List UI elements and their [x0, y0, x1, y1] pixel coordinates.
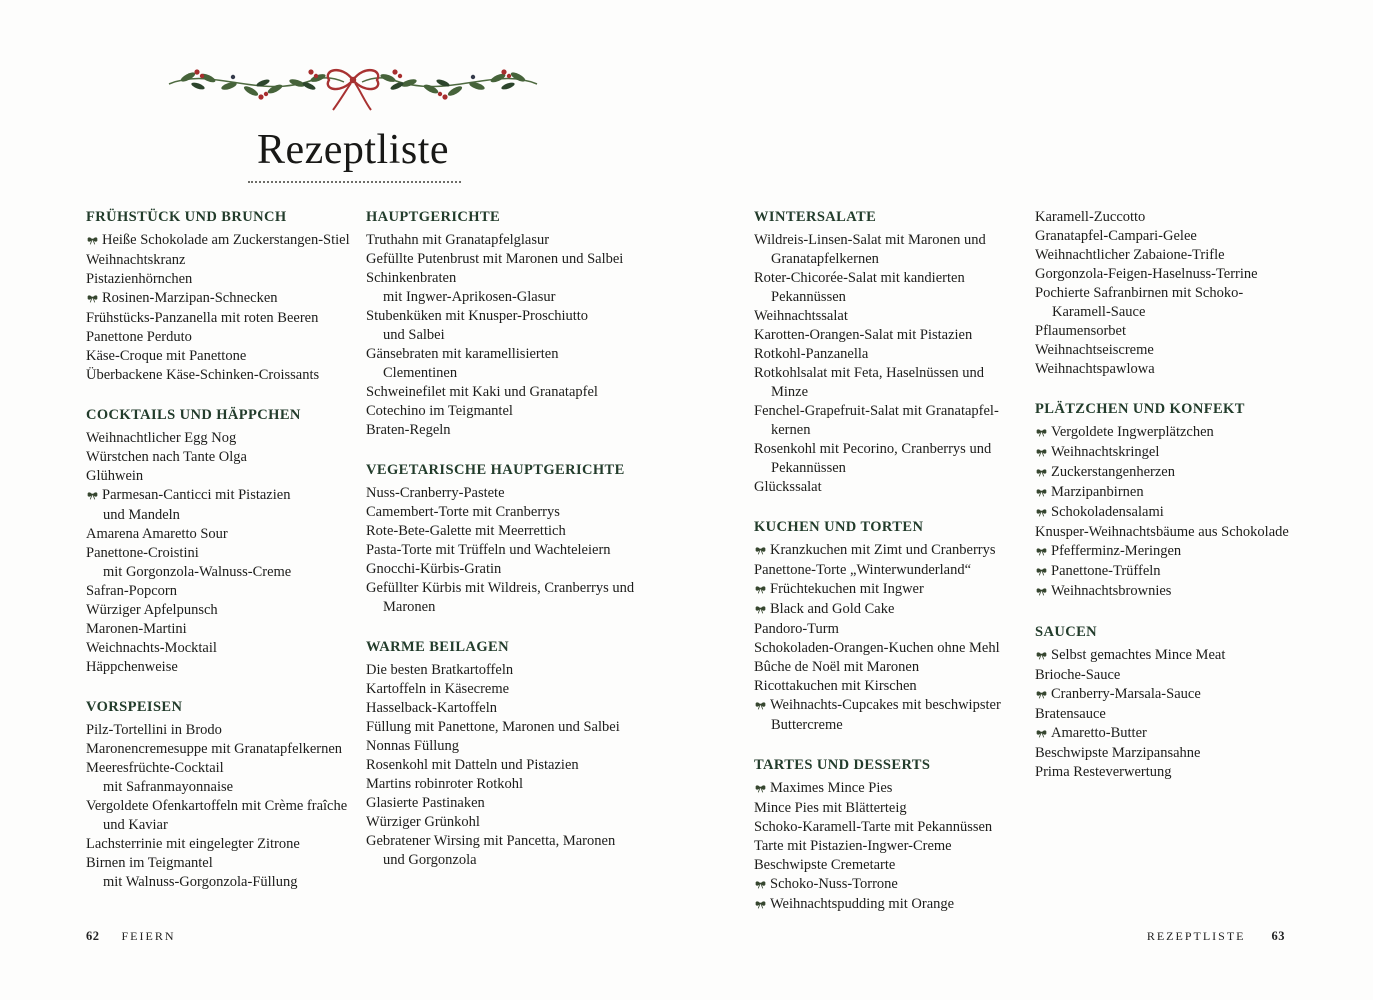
recipe-item-text: Weihnachtseiscreme — [1035, 342, 1154, 358]
recipe-item — [86, 429, 350, 448]
recipe-item — [754, 779, 1001, 799]
recipe-item-text: Schweinefilet mit Kaki und Granatapfel — [366, 384, 598, 400]
recipe-item — [366, 383, 634, 402]
recipe-item-text: Prima Resteverwertung — [1035, 764, 1172, 780]
recipe-item-text: Pandoro-Turm — [754, 621, 839, 637]
recipe-item-text: Beschwipste Cremetarte — [754, 857, 896, 873]
recipe-item-text-continued: mit Gorgonzola-Walnuss-Creme — [103, 564, 292, 580]
column-2 — [366, 208, 634, 870]
recipe-item-text: Gefüllter Kürbis mit Wildreis, Cranberrys und — [366, 580, 635, 596]
bow-icon — [86, 290, 101, 309]
recipe-item — [366, 699, 634, 718]
recipe-item-text: Häppchenweise — [86, 659, 178, 675]
recipe-item — [1035, 360, 1289, 379]
section-title: SAUCEN — [1035, 624, 1098, 640]
recipe-item-text: Überbackene Käse-Schinken-Croissants — [86, 367, 320, 383]
recipe-item — [366, 503, 634, 522]
bow-icon — [754, 896, 769, 915]
recipe-section — [366, 208, 634, 440]
recipe-item — [366, 307, 634, 345]
recipe-item-text: Karamell-Zuccotto — [1035, 209, 1146, 225]
recipe-item — [366, 345, 634, 383]
recipe-item-text: Gebratener Wirsing mit Pancetta, Maronen — [366, 833, 616, 849]
bow-icon — [1035, 543, 1050, 562]
recipe-item-text: Safran-Popcorn — [86, 583, 178, 599]
recipe-item — [1035, 483, 1289, 503]
recipe-item-text: Karotten-Orangen-Salat mit Pistazien — [754, 327, 973, 343]
recipe-item — [754, 875, 1001, 895]
recipe-item — [366, 579, 634, 617]
recipe-item — [754, 895, 1001, 915]
recipe-item — [366, 661, 634, 680]
recipe-item — [366, 794, 634, 813]
recipe-item-text: Würziger Grünkohl — [366, 814, 480, 830]
recipe-item-text: Pfefferminz-Meringen — [1051, 543, 1182, 559]
recipe-item — [366, 250, 634, 269]
recipe-item — [754, 696, 1001, 735]
recipe-section — [754, 208, 1001, 497]
recipe-item — [86, 525, 350, 544]
recipe-item — [366, 402, 634, 421]
bow-icon — [754, 542, 769, 561]
recipe-item-text: Gorgonzola-Feigen-Haselnuss-Terrine — [1035, 266, 1258, 282]
section-title: WARME BEILAGEN — [366, 639, 509, 655]
recipe-item-text: Füllung mit Panettone, Maronen und Salbei — [366, 719, 620, 735]
recipe-item-text: Früchtekuchen mit Ingwer — [770, 581, 924, 597]
recipe-item-text: Amaretto-Butter — [1051, 725, 1147, 741]
recipe-item-text: Käse-Croque mit Panettone — [86, 348, 247, 364]
recipe-item — [1035, 562, 1289, 582]
bow-icon — [754, 601, 769, 620]
recipe-item — [1035, 523, 1289, 542]
recipe-item — [1035, 246, 1289, 265]
recipe-item — [754, 402, 1001, 440]
recipe-item — [86, 639, 350, 658]
recipe-item — [86, 309, 350, 328]
recipe-section — [1035, 400, 1289, 602]
recipe-item-text: Die besten Bratkartoffeln — [366, 662, 514, 678]
recipe-item-text: Weihnachts-Cupcakes mit beschwipster — [770, 697, 1001, 713]
recipe-item-text-continued: mit Ingwer-Aprikosen-Glasur — [383, 289, 556, 305]
recipe-item-text: Ricottakuchen mit Kirschen — [754, 678, 917, 694]
recipe-item-text: Nonnas Füllung — [366, 738, 460, 754]
recipe-item-text: Black and Gold Cake — [770, 601, 895, 617]
recipe-item — [86, 854, 350, 892]
recipe-item — [1035, 463, 1289, 483]
recipe-item-text: Schokoladen-Orangen-Kuchen ohne Mehl — [754, 640, 1000, 656]
recipe-item — [754, 837, 1001, 856]
recipe-item-text: Schinkenbraten — [366, 270, 457, 286]
recipe-item-text-continued: und Kaviar — [103, 817, 168, 833]
recipe-item-text-continued: Minze — [771, 384, 809, 400]
recipe-item — [754, 620, 1001, 639]
recipe-item-text: Pflaumensorbet — [1035, 323, 1127, 339]
recipe-item — [1035, 744, 1289, 763]
recipe-item-text: Birnen im Teigmantel — [86, 855, 213, 871]
recipe-item — [86, 270, 350, 289]
section-title: FRÜHSTÜCK UND BRUNCH — [86, 209, 287, 225]
recipe-item-text: Rotkohlsalat mit Feta, Haselnüssen und — [754, 365, 984, 381]
recipe-item — [1035, 265, 1289, 284]
recipe-section — [86, 208, 350, 385]
recipe-item-text-continued: Buttercreme — [771, 717, 843, 733]
recipe-item — [86, 486, 350, 525]
recipe-item — [1035, 542, 1289, 562]
recipe-item-text: Bûche de Noël mit Maronen — [754, 659, 920, 675]
recipe-item-text: Pochierte Safranbirnen mit Schoko- — [1035, 285, 1244, 301]
recipe-item-text: Weihnachtsbrownies — [1051, 583, 1172, 599]
recipe-section — [1035, 208, 1289, 379]
recipe-section — [86, 406, 350, 677]
recipe-item — [86, 448, 350, 467]
dotted-divider — [248, 181, 461, 183]
recipe-item-text: Weihnachtskranz — [86, 252, 186, 268]
footer-right — [1147, 929, 1285, 944]
bow-icon — [754, 581, 769, 600]
recipe-item — [366, 541, 634, 560]
recipe-item — [86, 759, 350, 797]
recipe-item — [754, 658, 1001, 677]
recipe-item-text: Parmesan-Canticci mit Pistazien — [102, 487, 291, 503]
section-title: VORSPEISEN — [86, 699, 183, 715]
recipe-item-text-continued: und Mandeln — [103, 507, 180, 523]
recipe-item-text: Weihnachtssalat — [754, 308, 848, 324]
recipe-item-text: Rotkohl-Panzanella — [754, 346, 869, 362]
recipe-item — [754, 269, 1001, 307]
page-number-right: 63 — [1271, 929, 1285, 943]
recipe-item-text: Schoko-Nuss-Torrone — [770, 876, 898, 892]
footer-left — [86, 929, 176, 944]
bow-icon — [1035, 444, 1050, 463]
recipe-item-text: Glückssalat — [754, 479, 822, 495]
recipe-section — [366, 461, 634, 617]
recipe-item — [754, 231, 1001, 269]
recipe-item — [86, 620, 350, 639]
recipe-item-text: Weihnachtspudding mit Orange — [770, 896, 955, 912]
recipe-item — [1035, 443, 1289, 463]
recipe-item-text: Zuckerstangenherzen — [1051, 464, 1175, 480]
bow-icon — [86, 487, 101, 506]
recipe-item — [1035, 341, 1289, 360]
recipe-item — [366, 484, 634, 503]
recipe-item — [754, 307, 1001, 326]
recipe-item — [366, 832, 634, 870]
recipe-item-text: Camembert-Torte mit Cranberrys — [366, 504, 560, 520]
recipe-item — [754, 541, 1001, 561]
recipe-section — [366, 638, 634, 870]
recipe-item-text: Gefüllte Putenbrust mit Maronen und Salbei — [366, 251, 624, 267]
recipe-item — [366, 756, 634, 775]
recipe-item — [754, 799, 1001, 818]
recipe-item — [366, 737, 634, 756]
recipe-item-text: Brioche-Sauce — [1035, 667, 1121, 683]
recipe-item-text: Schoko-Karamell-Tarte mit Pekannüssen — [754, 819, 993, 835]
section-title: TARTES UND DESSERTS — [754, 757, 931, 773]
recipe-item — [1035, 322, 1289, 341]
recipe-item — [366, 680, 634, 699]
recipe-section — [86, 698, 350, 892]
recipe-item — [86, 251, 350, 270]
recipe-item — [86, 835, 350, 854]
recipe-item — [366, 421, 634, 440]
recipe-item — [366, 813, 634, 832]
recipe-item-text: Panettone-Trüffeln — [1051, 563, 1161, 579]
recipe-item-text: Marzipanbirnen — [1051, 484, 1144, 500]
recipe-item-text: Rosenkohl mit Datteln und Pistazien — [366, 757, 579, 773]
recipe-item — [86, 582, 350, 601]
recipe-item-text: Wildreis-Linsen-Salat mit Maronen und — [754, 232, 986, 248]
recipe-item-text: Vergoldete Ofenkartoffeln mit Crème fraîche — [86, 798, 348, 814]
recipe-item-text: Cotechino im Teigmantel — [366, 403, 513, 419]
recipe-item — [754, 561, 1001, 580]
recipe-item — [1035, 582, 1289, 602]
recipe-item — [1035, 666, 1289, 685]
recipe-item-text: Weihnachtskringel — [1051, 444, 1160, 460]
recipe-item — [1035, 503, 1289, 523]
recipe-item — [1035, 208, 1289, 227]
bow-icon — [754, 780, 769, 799]
recipe-item — [366, 560, 634, 579]
recipe-item — [1035, 685, 1289, 705]
recipe-item-text-continued: Granatapfelkernen — [771, 251, 879, 267]
bow-icon — [1035, 583, 1050, 602]
recipe-item-text: Nuss-Cranberry-Pastete — [366, 485, 505, 501]
recipe-item — [754, 478, 1001, 497]
recipe-item-text: Martins robinroter Rotkohl — [366, 776, 524, 792]
recipe-item — [754, 345, 1001, 364]
bow-icon — [1035, 647, 1050, 666]
recipe-section — [1035, 623, 1289, 782]
recipe-item-text-continued: Karamell-Sauce — [1052, 304, 1146, 320]
recipe-item — [86, 658, 350, 677]
bow-icon — [1035, 563, 1050, 582]
recipe-item-text: Cranberry-Marsala-Sauce — [1051, 686, 1201, 702]
recipe-item — [754, 677, 1001, 696]
recipe-item-text: Rosenkohl mit Pecorino, Cranberrys und — [754, 441, 992, 457]
recipe-item-text: Truthahn mit Granatapfelglasur — [366, 232, 550, 248]
recipe-item — [86, 467, 350, 486]
recipe-item — [366, 775, 634, 794]
recipe-item-text: Pasta-Torte mit Trüffeln und Wachteleiern — [366, 542, 611, 558]
bow-icon — [754, 697, 769, 716]
recipe-item-text-continued: und Salbei — [383, 327, 445, 343]
recipe-item-text: Stubenküken mit Knusper-Proschiutto — [366, 308, 589, 324]
recipe-item — [1035, 705, 1289, 724]
recipe-section — [754, 518, 1001, 735]
recipe-item — [1035, 763, 1289, 782]
recipe-item — [1035, 646, 1289, 666]
bow-icon — [1035, 464, 1050, 483]
recipe-item — [366, 269, 634, 307]
bow-icon — [1035, 504, 1050, 523]
bow-icon — [1035, 686, 1050, 705]
recipe-item — [754, 364, 1001, 402]
recipe-item — [754, 600, 1001, 620]
recipe-item-text: Hasselback-Kartoffeln — [366, 700, 497, 716]
recipe-item-text: Beschwipste Marzipansahne — [1035, 745, 1201, 761]
bow-icon — [754, 876, 769, 895]
section-title: PLÄTZCHEN UND KONFEKT — [1035, 401, 1245, 417]
recipe-item — [86, 366, 350, 385]
recipe-item-text: Roter-Chicorée-Salat mit kandierten — [754, 270, 965, 286]
recipe-item-text: Würstchen nach Tante Olga — [86, 449, 247, 465]
recipe-item — [754, 639, 1001, 658]
column-1 — [86, 208, 350, 892]
recipe-item-text: Knusper-Weihnachtsbäume aus Schokolade — [1035, 524, 1289, 540]
recipe-item-text: Granatapfel-Campari-Gelee — [1035, 228, 1197, 244]
recipe-item-text-continued: Pekannüssen — [771, 289, 846, 305]
recipe-item-text: Weihnachtlicher Zabaione-Trifle — [1035, 247, 1225, 263]
recipe-item — [86, 347, 350, 366]
recipe-item — [366, 718, 634, 737]
recipe-item-text: Glasierte Pastinaken — [366, 795, 485, 811]
recipe-item-text: Schokoladensalami — [1051, 504, 1164, 520]
recipe-item-text: Würziger Apfelpunsch — [86, 602, 218, 618]
recipe-item — [86, 231, 350, 251]
recipe-item-text: Tarte mit Pistazien-Ingwer-Creme — [754, 838, 952, 854]
recipe-item-text-continued: Maronen — [383, 599, 436, 615]
section-title: COCKTAILS UND HÄPPCHEN — [86, 407, 301, 423]
recipe-item-text: Meeresfrüchte-Cocktail — [86, 760, 224, 776]
recipe-item-text: Lachsterrinie mit eingelegter Zitrone — [86, 836, 300, 852]
section-title: VEGETARISCHE HAUPTGERICHTE — [366, 462, 625, 478]
recipe-item-text-continued: mit Safranmayonnaise — [103, 779, 234, 795]
recipe-item — [754, 856, 1001, 875]
section-title: WINTERSALATE — [754, 209, 877, 225]
recipe-item-text: Pistazienhörnchen — [86, 271, 193, 287]
recipe-item-text: Maximes Mince Pies — [770, 780, 893, 796]
recipe-item-text: Heiße Schokolade am Zuckerstangen-Stiel — [102, 232, 350, 248]
recipe-item — [754, 440, 1001, 478]
recipe-item — [86, 328, 350, 347]
recipe-item-text: Panettone Perduto — [86, 329, 192, 345]
recipe-item-text: Frühstücks-Panzanella mit roten Beeren — [86, 310, 319, 326]
recipe-item-text: Weihnachtlicher Egg Nog — [86, 430, 237, 446]
recipe-item-text: Glühwein — [86, 468, 144, 484]
section-title: KUCHEN UND TORTEN — [754, 519, 924, 535]
recipe-item-text-continued: mit Walnuss-Gorgonzola-Füllung — [103, 874, 298, 890]
recipe-item-text: Pilz-Tortellini in Brodo — [86, 722, 222, 738]
recipe-item — [86, 721, 350, 740]
recipe-item-text: Maronen-Martini — [86, 621, 187, 637]
recipe-section — [754, 756, 1001, 915]
recipe-item — [86, 797, 350, 835]
recipe-item — [754, 580, 1001, 600]
bow-icon — [1035, 725, 1050, 744]
recipe-item-text: Braten-Regeln — [366, 422, 451, 438]
recipe-item — [366, 522, 634, 541]
column-4 — [1035, 208, 1289, 782]
recipe-item — [86, 601, 350, 620]
recipe-item-text: Kranzkuchen mit Zimt und Cranberrys — [770, 542, 996, 558]
column-3 — [754, 208, 1001, 915]
recipe-item-text-continued: Pekannüssen — [771, 460, 846, 476]
recipe-item-text: Gnocchi-Kürbis-Gratin — [366, 561, 502, 577]
recipe-item-text: Mince Pies mit Blätterteig — [754, 800, 907, 816]
recipe-item-text: Fenchel-Grapefruit-Salat mit Granatapfel- — [754, 403, 999, 419]
recipe-item-text: Weichnachts-Mocktail — [86, 640, 217, 656]
page-number-left: 62 — [86, 929, 100, 943]
recipe-item-text: Amarena Amaretto Sour — [86, 526, 228, 542]
recipe-item — [86, 544, 350, 582]
recipe-item — [754, 818, 1001, 837]
holly-garland-icon — [163, 56, 543, 120]
recipe-item — [1035, 423, 1289, 443]
recipe-item-text: Bratensauce — [1035, 706, 1106, 722]
recipe-item — [1035, 724, 1289, 744]
recipe-item-text: Gänsebraten mit karamellisierten — [366, 346, 559, 362]
recipe-item-text: Panettone-Torte „Winterwunderland“ — [754, 562, 972, 578]
recipe-item-text: Rote-Bete-Galette mit Meerrettich — [366, 523, 566, 539]
recipe-item-text: Kartoffeln in Käsecreme — [366, 681, 510, 697]
recipe-item-text-continued: und Gorgonzola — [383, 852, 477, 868]
recipe-item — [366, 231, 634, 250]
recipe-item — [86, 740, 350, 759]
recipe-item-text: Selbst gemachtes Mince Meat — [1051, 647, 1226, 663]
recipe-item — [86, 289, 350, 309]
bow-icon — [86, 232, 101, 251]
recipe-item-text: Weihnachtspawlowa — [1035, 361, 1155, 377]
bow-icon — [1035, 424, 1050, 443]
recipe-item-text-continued: Clementinen — [383, 365, 458, 381]
chapter-label-right: REZEPTLISTE — [1146, 929, 1246, 943]
recipe-item-text: Maronencremesuppe mit Granatapfelkernen — [86, 741, 343, 757]
section-title: HAUPTGERICHTE — [366, 209, 501, 225]
chapter-label-left: FEIERN — [121, 929, 176, 943]
recipe-item — [1035, 227, 1289, 246]
recipe-item — [754, 326, 1001, 345]
recipe-item — [1035, 284, 1289, 322]
page-title: Rezeptliste — [256, 127, 450, 173]
recipe-item-text-continued: kernen — [771, 422, 811, 438]
recipe-item-text: Panettone-Croistini — [86, 545, 199, 561]
recipe-item-text: Vergoldete Ingwerplätzchen — [1051, 424, 1214, 440]
bow-icon — [1035, 484, 1050, 503]
recipe-item-text: Rosinen-Marzipan-Schnecken — [102, 290, 278, 306]
